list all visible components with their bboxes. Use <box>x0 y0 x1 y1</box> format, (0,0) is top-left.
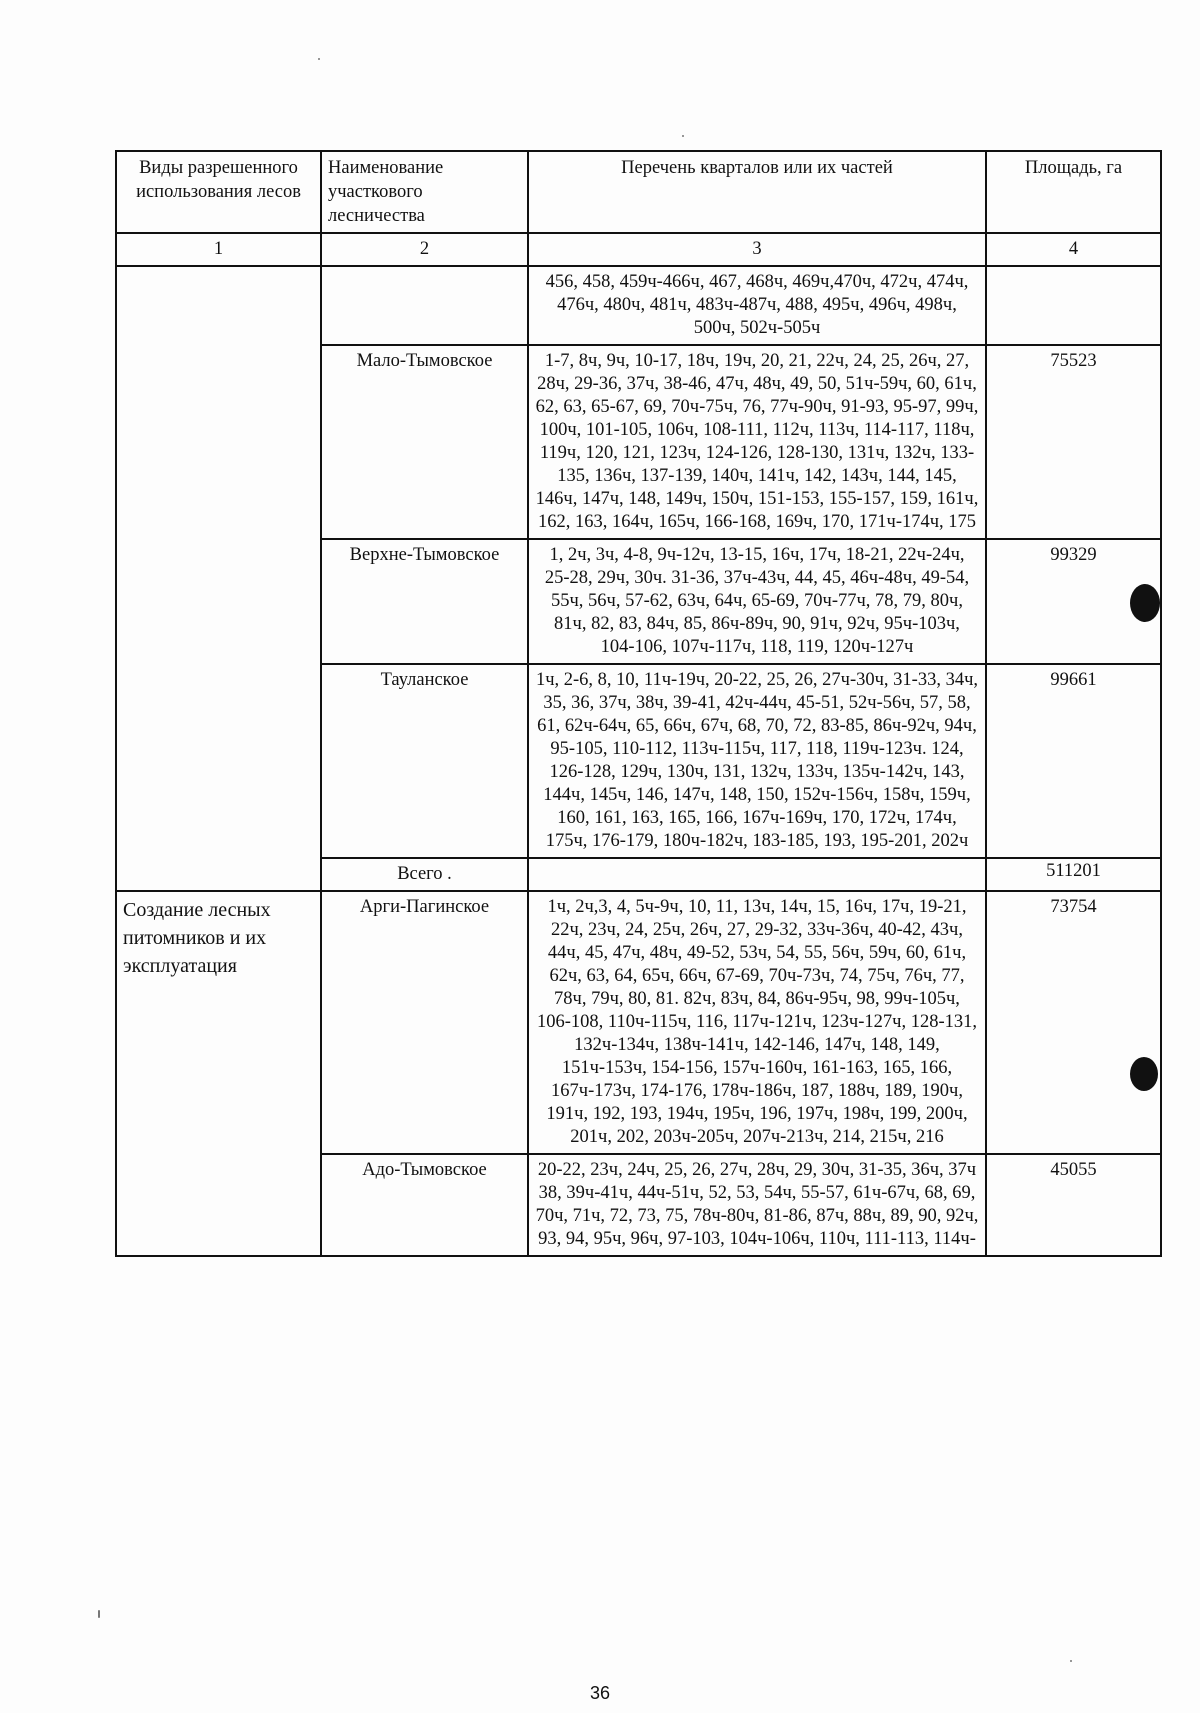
total-label: Всего . <box>321 858 528 891</box>
quarters-cell: 1-7, 8ч, 9ч, 10-17, 18ч, 19ч, 20, 21, 22ч, 24, 25, 26ч, 27, 28ч, 29-36, 37ч, 38-46, 47ч, 48ч, 49, 50, 51ч-59ч, 60, 61ч, 62, 63, 65-67, 69, 70ч-75ч, 76, 77ч-90ч, 91-93, 95-97, 99ч, 100ч, 101-105, 106ч, 108-111, 112ч, 113ч, 114-117, 118ч, 119ч, 120, 121, 123ч, 124-126, 128-130, 131ч, 132ч, 133-135, 136ч, 137-139, 140ч, 141ч, 142, 143ч, 144, 145, 146ч, 147ч, 148, 149ч, 150ч, 151-153, 155-157, 159, 161ч, 162, 163, 164ч, 165ч, 166-168, 169ч, 170, 171ч-174ч, 175 <box>528 345 986 539</box>
area-cell: 45055 <box>986 1154 1161 1256</box>
table-row <box>116 891 1161 1154</box>
scan-speck <box>318 58 320 60</box>
use-type-cell-empty <box>116 266 321 891</box>
quarters-cell: 1, 2ч, 3ч, 4-8, 9ч-12ч, 13-15, 16ч, 17ч, 18-21, 22ч-24ч, 25-28, 29ч, 30ч. 31-36, 37ч-43ч, 44, 45, 46ч-48ч, 49-54, 55ч, 56ч, 57-62, 63ч, 64ч, 65-69, 70ч-77ч, 78, 79, 80ч, 81ч, 82, 83, 84ч, 85, 86ч-89ч, 90, 91ч, 92ч, 95ч-103ч, 104-106, 107ч-117ч, 118, 119, 120ч-127ч <box>528 539 986 664</box>
header-forestry: Наименование участкового лесничества <box>321 151 528 233</box>
forestry-cell: Мало-Тымовское <box>321 345 528 539</box>
area-cell: 99329 <box>986 539 1161 664</box>
scan-speck <box>98 1610 100 1618</box>
forestry-cell: Адо-Тымовское <box>321 1154 528 1256</box>
use-type-cell: Создание лесных питомников и их эксплуатация <box>116 891 321 1256</box>
column-number: 4 <box>986 233 1161 266</box>
header-use-type: Виды разрешенного использования лесов <box>116 151 321 233</box>
area-cell: 73754 <box>986 891 1161 1154</box>
column-number: 2 <box>321 233 528 266</box>
ink-blot-mark <box>1130 1057 1158 1091</box>
forestry-cell: Верхне-Тымовское <box>321 539 528 664</box>
area-cell: 75523 <box>986 345 1161 539</box>
header-area: Площадь, га <box>986 151 1161 233</box>
forestry-cell: Тауланское <box>321 664 528 858</box>
forestry-cell: Арги-Пагинское <box>321 891 528 1154</box>
area-cell <box>986 266 1161 345</box>
quarters-cell: 20-22, 23ч, 24ч, 25, 26, 27ч, 28ч, 29, 30ч, 31-35, 36ч, 37ч 38, 39ч-41ч, 44ч-51ч, 52, 53, 54ч, 55-57, 61ч-67ч, 68, 69, 70ч, 71ч, 72, 73, 75, 78ч-80ч, 81-86, 87ч, 88ч, 89, 90, 92ч, 93, 94, 95ч, 96ч, 97-103, 104ч-106ч, 110ч, 111-113, 114ч- <box>528 1154 986 1256</box>
total-quarters-empty <box>528 858 986 891</box>
forestry-cell <box>321 266 528 345</box>
quarters-cell: 1ч, 2ч,3, 4, 5ч-9ч, 10, 11, 13ч, 14ч, 15, 16ч, 17ч, 19-21, 22ч, 23ч, 24, 25ч, 26ч, 27, 29-32, 33ч-36ч, 40-42, 43ч, 44ч, 45, 47ч, 48ч, 49-52, 53ч, 54, 55, 56ч, 59ч, 60, 61ч, 62ч, 63, 64, 65ч, 66ч, 67-69, 70ч-73ч, 74, 75ч, 76ч, 77, 78ч, 79ч, 80, 81. 82ч, 83ч, 84, 86ч-95ч, 98, 99ч-105ч, 106-108, 110ч-115ч, 116, 117ч-121ч, 123ч-127ч, 128-131, 132ч-134ч, 138ч-141ч, 142-146, 147ч, 148, 149, 151ч-153ч, 154-156, 157ч-160ч, 161-163, 165, 166, 167ч-173ч, 174-176, 178ч-186ч, 187, 188ч, 189, 190ч, 191ч, 192, 193, 194ч, 195ч, 196, 197ч, 198ч, 199, 200ч, 201ч, 202, 203ч-205ч, 207ч-213ч, 214, 215ч, 216 <box>528 891 986 1154</box>
quarters-cell: 456, 458, 459ч-466ч, 467, 468ч, 469ч,470ч, 472ч, 474ч, 476ч, 480ч, 481ч, 483ч-487ч, 488, 495ч, 496ч, 498ч, 500ч, 502ч-505ч <box>528 266 986 345</box>
area-cell: 99661 <box>986 664 1161 858</box>
scan-speck <box>682 135 684 137</box>
scan-speck <box>1070 1660 1072 1662</box>
column-number: 1 <box>116 233 321 266</box>
table-row <box>116 266 1161 345</box>
column-number: 3 <box>528 233 986 266</box>
page-number: 36 <box>589 1683 611 1703</box>
forest-use-table <box>115 150 1162 1257</box>
quarters-cell: 1ч, 2-6, 8, 10, 11ч-19ч, 20-22, 25, 26, 27ч-30ч, 31-33, 34ч, 35, 36, 37ч, 38ч, 39-41, 42ч-44ч, 45-51, 52ч-56ч, 57, 58, 61, 62ч-64ч, 65, 66ч, 67ч, 68, 70, 72, 83-85, 86ч-92ч, 94ч, 95-105, 110-112, 113ч-115ч, 117, 118, 119ч-123ч. 124, 126-128, 129ч, 130ч, 131, 132ч, 133ч, 135ч-142ч, 143, 144ч, 145ч, 146, 147ч, 148, 150, 152ч-156ч, 158ч, 159ч, 160, 161, 163, 165, 166, 167ч-169ч, 170, 172ч, 174ч, 175ч, 176-179, 180ч-182ч, 183-185, 193, 195-201, 202ч <box>528 664 986 858</box>
ink-blot-mark <box>1130 584 1160 622</box>
header-quarters: Перечень кварталов или их частей <box>528 151 986 233</box>
column-number-row <box>116 233 1161 266</box>
table-header-row <box>116 151 1161 233</box>
total-area: 511201 <box>986 858 1161 891</box>
